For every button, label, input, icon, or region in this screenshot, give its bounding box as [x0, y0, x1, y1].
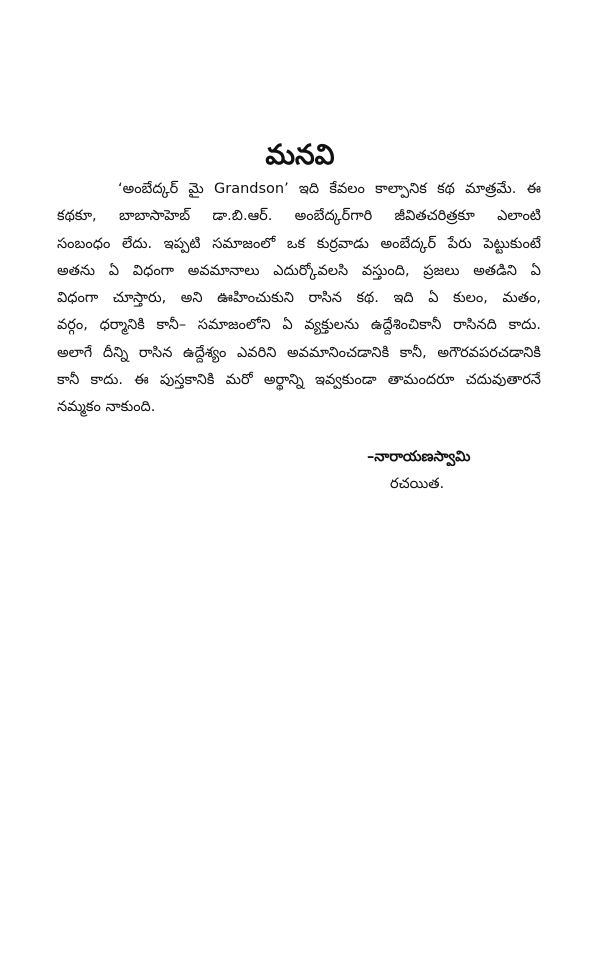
text-line: కథకూ, బాబాసాహెబ్ డా.బి.ఆర్. అంబేద్కర్‌గారి జీవితచరిత్రకూ ఎలాంటి: [57, 208, 541, 225]
text-line: సంబంధం లేదు. ఇప్పటి సమాజంలో ఒక కుర్రవాడు అంబేద్కర్ పేరు పెట్టుకుంటే: [57, 235, 541, 252]
preface-paragraph: [57, 176, 541, 422]
text-line: కానీ కాదు. ఈ పుస్తకానికి మరో అర్థాన్ని ఇవ్వకుండా తామందరూ చదువుతారనే: [57, 372, 541, 389]
text-line: వర్గం, ధర్మానికి కానీ– సమాజంలోని ఏ వ్యక్తులను ఉద్దేశించికానీ రాసినది కాదు.: [57, 317, 541, 334]
author-role: రచయిత.: [390, 476, 445, 492]
text-line: నమ్మకం నాకుంది.: [57, 399, 156, 416]
text-line: ‘అంబేద్కర్ మై Grandson’ ఇది కేవలం కాల్పానిక కథ మాత్రమే. ఈ: [118, 181, 541, 197]
author-signature: –నారాయణస్వామి: [367, 449, 471, 465]
text-line: అలాగే దీన్ని రాసిన ఉద్దేశ్యం ఎవరిని అవమానించడానికి కానీ, అగౌరవపరచడానికి: [57, 344, 541, 361]
page-title: మనవి: [265, 138, 335, 171]
text-line: అతను ఏ విధంగా అవమానాలు ఎదుర్కోవలసి వస్తుంది, ప్రజలు అతడిని ఏ: [57, 262, 541, 279]
text-line: విధంగా చూస్తారు, అని ఊహించుకుని రాసిన కథ. ఇది ఏ కులం, మతం,: [57, 290, 541, 307]
